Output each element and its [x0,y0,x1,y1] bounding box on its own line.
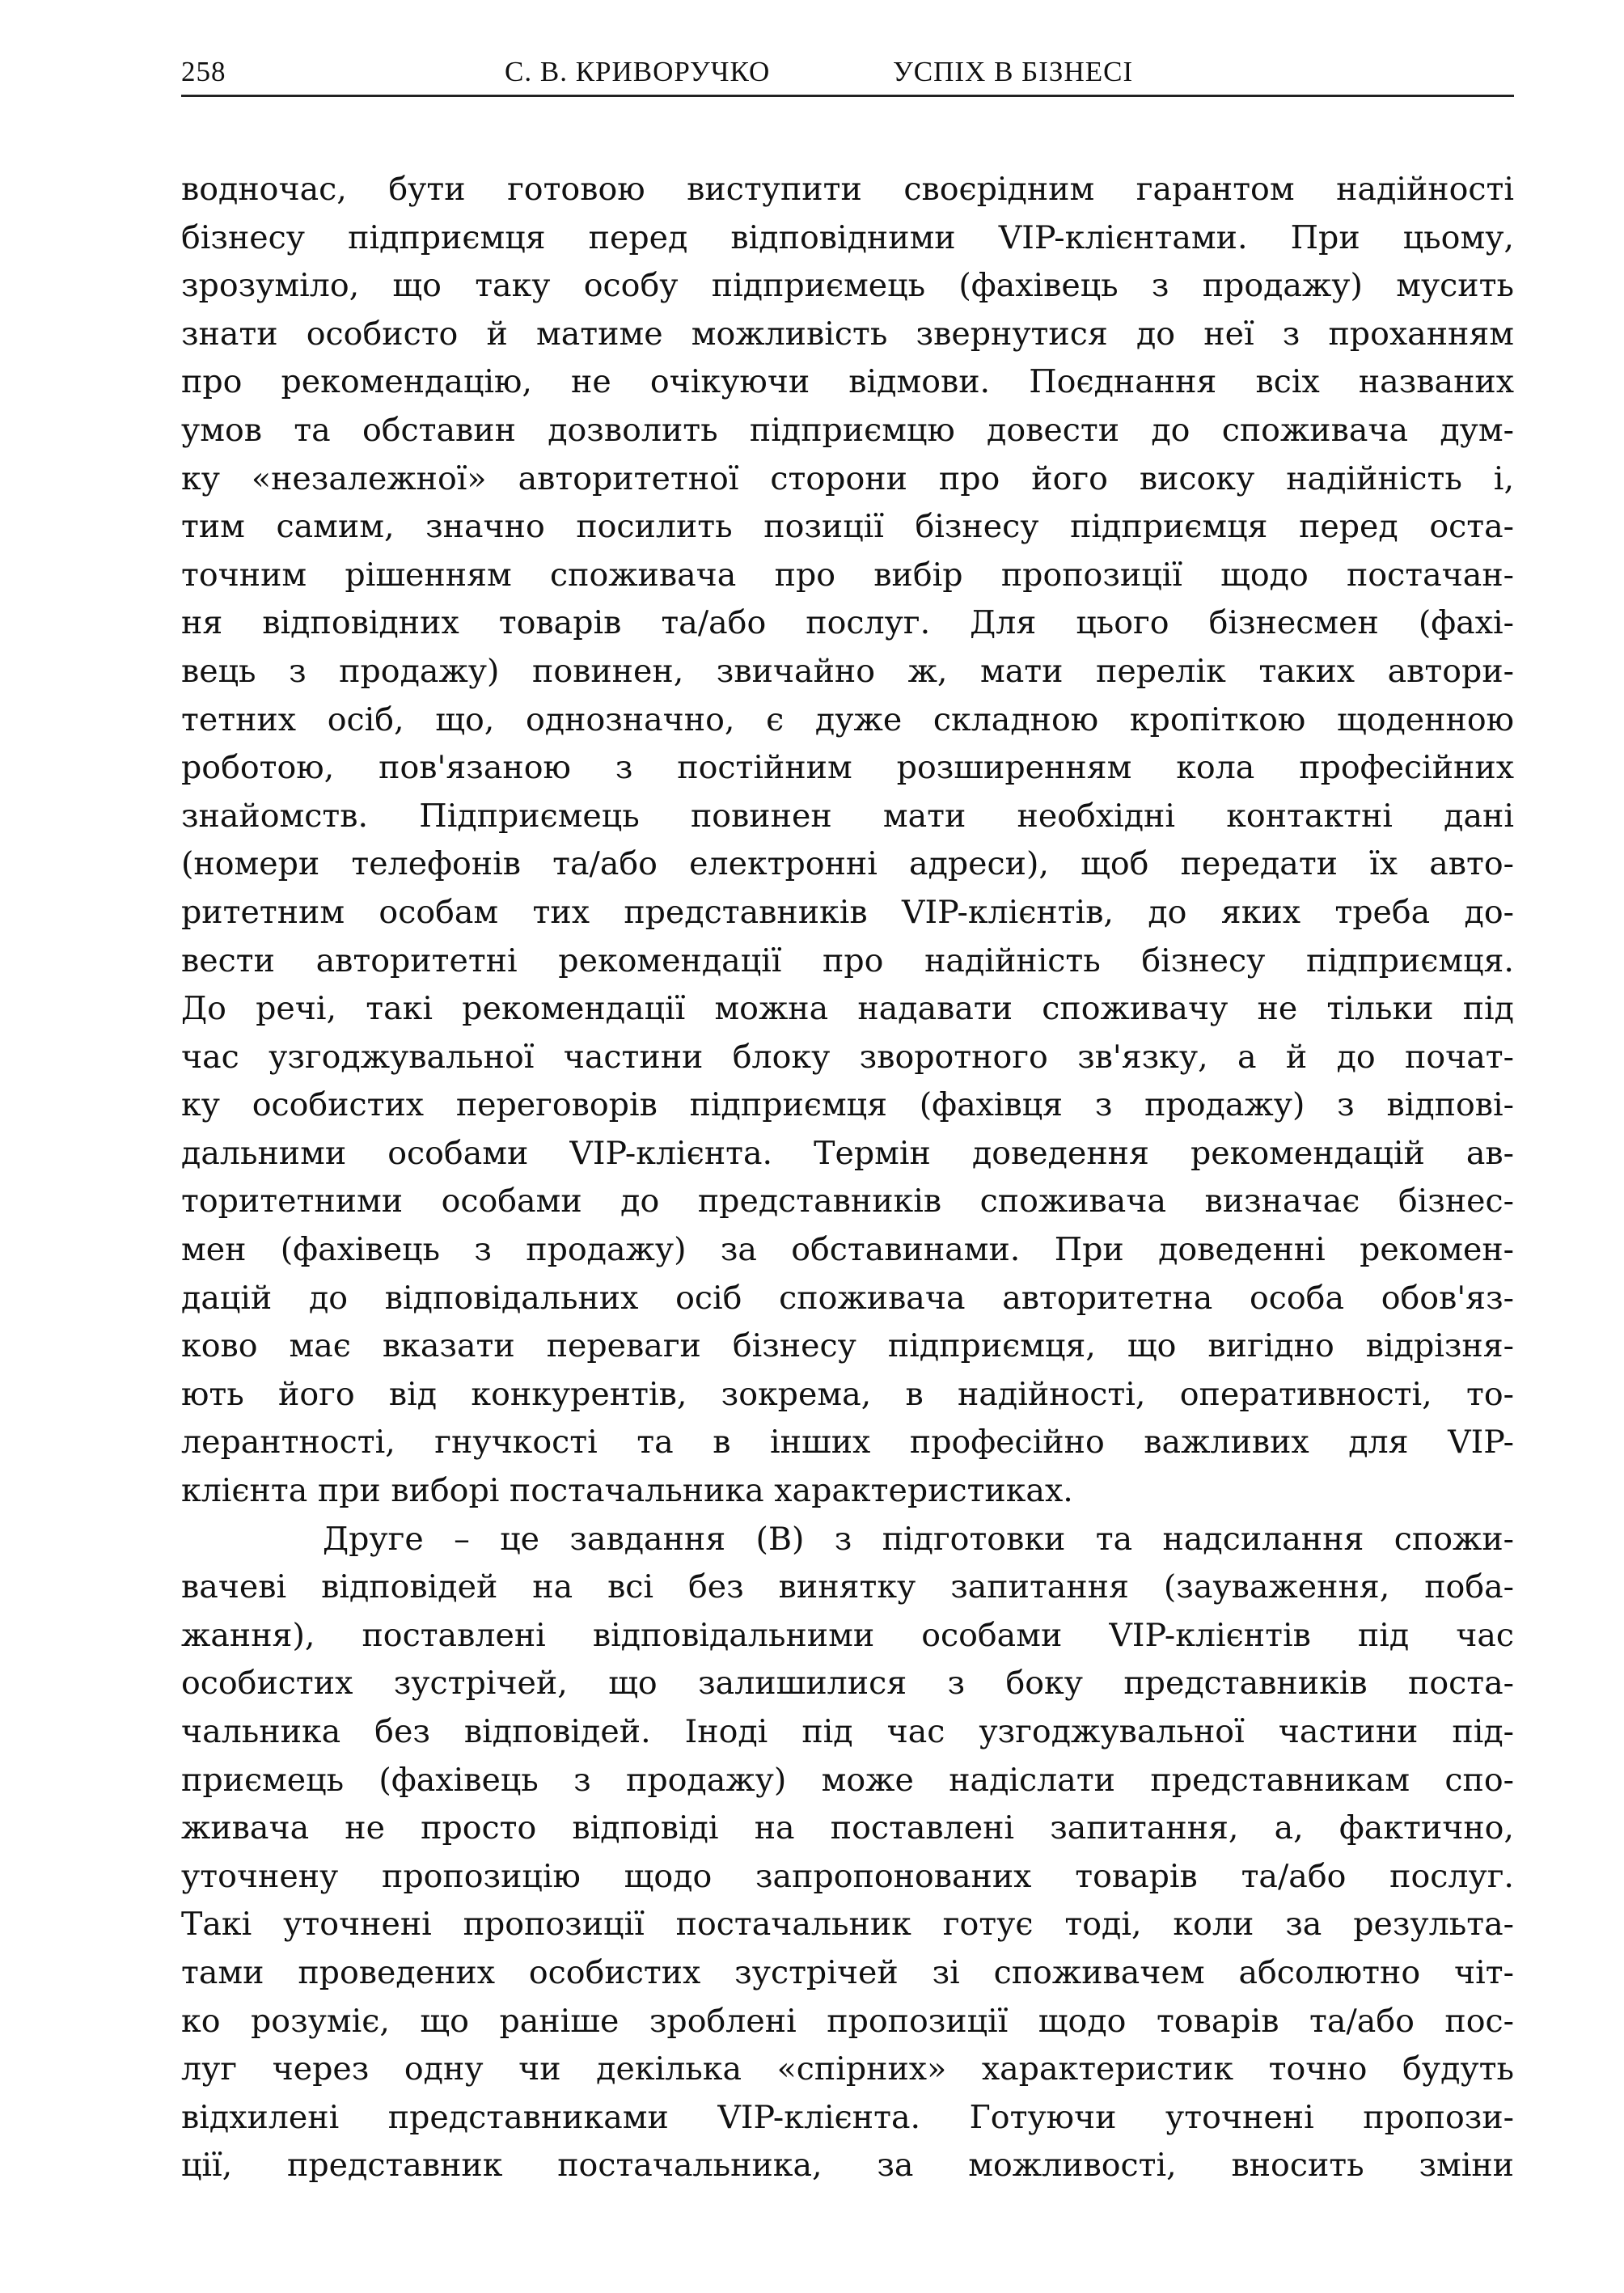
text-line: луг через одну чи декілька «спірних» характеристик точно будуть [181,2050,1514,2088]
paragraph-first-line: Друге – це завдання (В) з підготовки та надсилання спожи- [323,1520,1514,1558]
text-line: час узгоджувальної частини блоку зворотного зв'язку, а й до почат- [181,1038,1514,1076]
text-line: роботою, пов'язаною з постійним розширенням кола професійних [181,749,1514,787]
text-line: уточнену пропозицію щодо запропонованих товарів та/або послуг. [181,1857,1514,1895]
text-line: бізнесу підприємця перед відповідними VIP-клієнтами. При цьому, [181,218,1514,256]
text-line: вести авторитетні рекомендації про надійність бізнесу підприємця. [181,941,1514,979]
text-line: чальника без відповідей. Іноді під час узгоджувальної частини під- [181,1713,1514,1750]
text-line: ку «незалежної» авторитетної сторони про його високу надійність і, [181,459,1514,497]
text-line: (номери телефонів та/або електронні адреси), щоб передати їх авто- [181,845,1514,883]
text-line: знати особисто й матиме можливість звернутися до неї з проханням [181,315,1514,353]
text-line: зрозуміло, що таку особу підприємець (фахівець з продажу) мусить [181,267,1514,305]
text-line: умов та обставин дозволить підприємцю довести до споживача дум- [181,411,1514,449]
body-text [181,166,1514,2190]
text-line: ритетним особам тих представників VIP-клієнтів, до яких треба до- [181,893,1514,931]
text-line: Такі уточнені пропозиції постачальник готує тоді, коли за результа- [181,1906,1514,1944]
text-line: ку особистих переговорів підприємця (фахівця з продажу) з відпові- [181,1086,1514,1124]
text-line: вець з продажу) повинен, звичайно ж, мати перелік таких автори- [181,652,1514,690]
text-line: про рекомендацію, не очікуючи відмови. Поєднання всіх названих [181,363,1514,401]
page-number: 258 [181,56,226,87]
running-header [181,50,1514,94]
text-line: жання), поставлені відповідальними особами VIP-клієнтів під час [181,1616,1514,1654]
header-rule [181,95,1514,97]
text-line: тами проведених особистих зустрічей зі споживачем абсолютно чіт- [181,1953,1514,1991]
text-line: До речі, такі рекомендації можна надавати споживачу не тільки під [181,990,1514,1028]
text-line: тетних осіб, що, однозначно, є дуже складною кропіткою щоденною [181,700,1514,738]
running-head-title: УСПІХ В БІЗНЕСІ [893,56,1134,87]
text-line: дацій до відповідальних осіб споживача авторитетна особа обов'яз- [181,1279,1514,1317]
text-line: ції, представник постачальника, за можливості, вносить зміни [181,2147,1514,2185]
text-line: відхилені представниками VIP-клієнта. Готуючи уточнені пропози- [181,2098,1514,2136]
text-line: дальними особами VIP-клієнта. Термін доведення рекомендацій ав- [181,1134,1514,1172]
text-line: ня відповідних товарів та/або послуг. Для цього бізнесмен (фахі- [181,604,1514,642]
text-line: водночас, бути готовою виступити своєрідним гарантом надійності [181,171,1514,208]
text-line: особистих зустрічей, що залишилися з боку представників поста- [181,1665,1514,1703]
text-line: ково має вказати переваги бізнесу підприємця, що вигідно відрізня- [181,1327,1514,1365]
running-head-author: С. В. КРИВОРУЧКО [505,56,771,87]
text-line: живача не просто відповіді на поставлені запитання, а, фактично, [181,1809,1514,1847]
text-line: торитетними особами до представників споживача визначає бізнес- [181,1182,1514,1221]
paragraph-last-line: клієнта при виборі постачальника характеристиках. [181,1472,1073,1510]
text-line: точним рішенням споживача про вибір пропозиції щодо постачан- [181,556,1514,594]
text-line: ко розуміє, що раніше зроблені пропозиції щодо товарів та/або пос- [181,2002,1514,2040]
text-line: вачеві відповідей на всі без винятку запитання (зауваження, поба- [181,1568,1514,1606]
text-line: тим самим, значно посилить позиції бізнесу підприємця перед оста- [181,508,1514,546]
text-line: приємець (фахівець з продажу) може надіслати представникам спо- [181,1761,1514,1799]
text-line: мен (фахівець з продажу) за обставинами. При доведенні рекомен- [181,1231,1514,1269]
text-line: лерантності, гнучкості та в інших професійно важливих для VIP- [181,1424,1514,1462]
text-line: знайомств. Підприємець повинен мати необхідні контактні дані [181,797,1514,835]
text-line: ють його від конкурентів, зокрема, в надійності, оперативності, то- [181,1375,1514,1413]
